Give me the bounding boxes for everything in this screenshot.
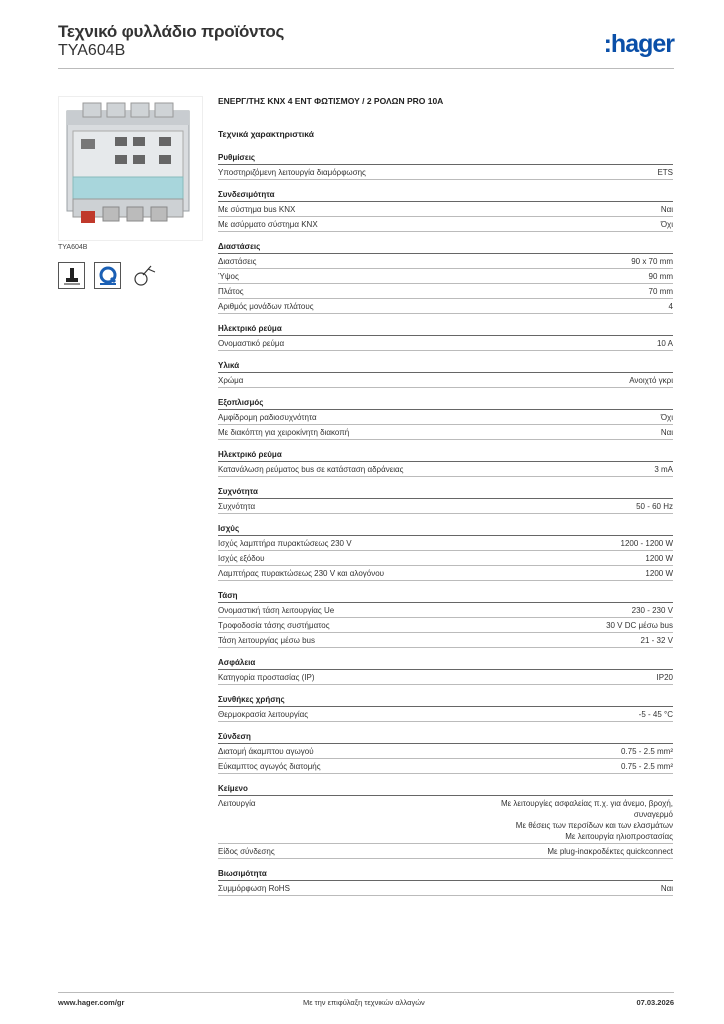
spec-group-title: Ηλεκτρικό ρεύμα [218,450,673,462]
spec-label: Ονομαστική τάση λειτουργίας Ue [218,606,335,615]
spec-value: 1200 - 1200 W [620,539,673,548]
spec-value-line: συναγερμό [633,810,673,819]
spec-label: Εύκαμπτος αγωγός διατομής [218,762,321,771]
spec-value: -5 - 45 °C [638,710,673,719]
spec-row [218,373,673,388]
spec-group-title: Υλικά [218,361,673,373]
spec-value: 230 - 230 V [631,606,673,615]
spec-value: IP20 [656,673,673,682]
spec-row [218,633,673,648]
spec-value: Ναι [660,884,673,893]
spec-row [218,603,673,618]
website-link[interactable]: www.hager.com/gr [58,998,125,1007]
spec-value: 30 V DC μέσω bus [606,621,673,630]
product-image [58,96,203,241]
spec-row [218,202,673,217]
spec-value: ETS [657,168,673,177]
spec-value: 90 x 70 mm [631,257,673,266]
spec-group-title: Ρυθμίσεις [218,153,673,165]
spec-value: 1200 W [645,569,673,578]
spec-label: Κατανάλωση ρεύματος bus σε κατάσταση αδράνειας [218,465,404,474]
spec-group-title: Συνδεσιμότητα [218,190,673,202]
spec-content [218,96,673,896]
quality-q-icon [94,262,121,289]
document-title: Τεχνικό φυλλάδιο προϊόντος [58,22,285,41]
hand-switch-icon [58,262,85,289]
spec-group-title: Συνθήκες χρήσης [218,695,673,707]
spec-label: Υποστηριζόμενη λειτουργία διαμόρφωσης [218,168,366,177]
spec-label: Λειτουργία [218,799,256,808]
spec-group-title: Ισχύς [218,524,673,536]
spec-group-title: Σύνδεση [218,732,673,744]
spec-value: 0.75 - 2.5 mm² [620,762,673,771]
spec-value: Ανοιχτό γκρι [629,376,673,385]
spec-label: Ύψος [218,272,239,281]
spec-group-title: Συχνότητα [218,487,673,499]
spec-label: Τάση λειτουργίας μέσω bus [218,636,315,645]
product-title: ΕΝΕΡΓ/ΤΗΣ KNX 4 ΕΝΤ ΦΩΤΙΣΜΟΥ / 2 ΡΟΛΩΝ PRO 10A [218,96,444,106]
spec-value: Όχι [660,413,673,422]
spec-row [218,881,673,896]
footer-date: 07.03.2026 [636,998,674,1007]
spec-row [218,499,673,514]
header-divider [58,68,674,69]
spec-group-title: Κείμενο [218,784,673,796]
spec-label: Με σύστημα bus KNX [218,205,296,214]
footer-divider [58,992,674,993]
spec-group-title: Ηλεκτρικό ρεύμα [218,324,673,336]
spec-label: Κατηγορία προστασίας (IP) [218,673,315,682]
spec-group-title: Εξοπλισμός [218,398,673,410]
page-header [58,22,674,60]
spec-row [218,299,673,314]
spec-label: Συχνότητα [218,502,256,511]
spec-row [218,284,673,299]
spec-row [218,796,673,844]
certification-icons [58,262,157,289]
spec-group-title: Ασφάλεια [218,658,673,670]
spec-row [218,254,673,269]
spec-value: 70 mm [648,287,673,296]
spec-value: 50 - 60 Hz [636,502,673,511]
spec-groups [218,153,673,896]
spec-label: Χρώμα [218,376,244,385]
spec-value-line: Με λειτουργίες ασφαλείας π.χ. για άνεμο, βροχή, [500,799,673,808]
image-caption: TYA604B [58,244,88,251]
spec-group-title: Τάση [218,591,673,603]
spec-value [501,798,673,842]
spec-label: Ισχύς λαμπτήρα πυρακτώσεως 230 V [218,539,352,548]
spec-value: 4 [668,302,673,311]
spec-label: Διαστάσεις [218,257,257,266]
spec-label: Με διακόπτη για χειροκίνητη διακοπή [218,428,350,437]
spec-row [218,844,673,859]
spec-label: Με ασύρματο σύστημα KNX [218,220,318,229]
spec-group-title: Βιωσιμότητα [218,869,673,881]
spec-value-line: Με θέσεις των περσίδων και των ελασμάτων [515,821,673,830]
spec-row [218,425,673,440]
spec-row [218,618,673,633]
spec-row [218,410,673,425]
spec-value: Ναι [660,428,673,437]
cable-cross-icon [130,262,157,289]
spec-label: Συμμόρφωση RoHS [218,884,290,893]
spec-label: Θερμοκρασία λειτουργίας [218,710,309,719]
spec-row [218,551,673,566]
spec-value: Ναι [660,205,673,214]
footer-note: Με την επιφύλαξη τεχνικών αλλαγών [303,998,425,1007]
hager-logo: :hager [603,30,674,58]
spec-value: 3 mA [654,465,673,474]
spec-label: Ονομαστικό ρεύμα [218,339,285,348]
spec-label: Ισχύς εξόδου [218,554,265,563]
spec-label: Πλάτος [218,287,244,296]
spec-label: Διατομή άκαμπτου αγωγού [218,747,314,756]
spec-row [218,269,673,284]
spec-row [218,759,673,774]
spec-row [218,707,673,722]
spec-row [218,744,673,759]
spec-label: Τροφοδοσία τάσης συστήματος [218,621,330,630]
spec-value: Όχι [660,220,673,229]
spec-value: 0.75 - 2.5 mm² [620,747,673,756]
spec-row [218,165,673,180]
product-code: TYA604B [58,42,126,59]
spec-row [218,462,673,477]
spec-row [218,670,673,685]
spec-group-title: Διαστάσεις [218,242,673,254]
spec-row [218,566,673,581]
spec-row [218,536,673,551]
spec-value: 90 mm [648,272,673,281]
spec-row [218,336,673,351]
spec-value: 21 - 32 V [640,636,673,645]
spec-value-line: Με λειτουργία ηλιοπροστασίας [565,832,673,841]
spec-label: Αμφίδρομη ραδιοσυχνότητα [218,413,317,422]
spec-row [218,217,673,232]
spec-value: 10 A [656,339,673,348]
spec-value: Με plug-inακροδέκτες quickconnect [547,847,673,856]
spec-value: 1200 W [645,554,673,563]
spec-label: Αριθμός μονάδων πλάτους [218,302,314,311]
section-title: Τεχνικά χαρακτηριστικά [218,129,314,139]
spec-label: Λαμπτήρας πυρακτώσεως 230 V και αλογόνου [218,569,385,578]
spec-label: Είδος σύνδεσης [218,847,275,856]
